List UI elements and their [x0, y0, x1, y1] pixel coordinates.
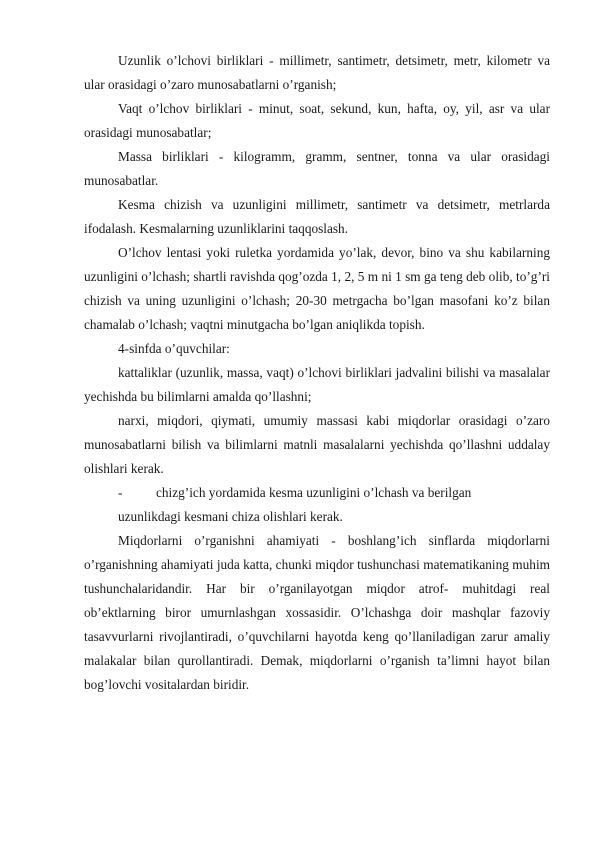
paragraph-segment-length: uzunlikdagi kesmani chiza olishlari kerak.: [118, 509, 343, 524]
paragraph-price-quantity: narxi, miqdori, qiymati, umumiy massasi kabi miqdorlar orasidagi o’zaro munosabatlarni bilish va bilimlarni matnli masalalarni yechishda qo’llashni uddalay olishlari kerak.: [84, 413, 550, 476]
paragraph-mass-units: Massa birliklari - kilogramm, gramm, sentner, tonna va ular orasidagi munosabatlar.: [84, 149, 550, 188]
dash-item-text: chizg’ich yordamida kesma uzunligini o’lchash va berilgan: [156, 485, 472, 500]
paragraph-grade4-heading: 4-sinfda o’quvchilar:: [118, 341, 230, 356]
paragraph-quantities-table: kattaliklar (uzunlik, massa, vaqt) o’lchovi birliklari jadvalini bilishi va masalalar yechishda bu bilimlarni amalda qo’llashni;: [84, 365, 550, 404]
paragraph-measuring-tape: O’lchov lentasi yoki ruletka yordamida yo’lak, devor, bino va shu kabilarning uzunligini o’lchash; shartli ravishda qog’ozda 1, 2, 5 m ni 1 sm ga teng deb olib, to’g’ri chizish va uning uzunligini o’lchash; 20-30 metrgacha bo’lgan masofani ko’z bilan chamalab o’lchash; vaqtni minutgacha bo’lgan aniqlikda topish.: [84, 245, 550, 332]
paragraph-time-units: Vaqt o’lchov birliklari - minut, soat, sekund, kun, hafta, oy, yil, asr va ular orasidagi munosabatlar;: [84, 101, 550, 140]
dash-marker: -: [118, 485, 123, 500]
paragraph-importance: Miqdorlarni o’rganishni ahamiyati - boshlang’ich sinflarda miqdorlarni o’rganishning ahamiyati juda katta, chunki miqdor tushunchasi matematikaning muhim tushunchalaridandir. Har bir o’rganilayotgan miqdor atrof- muhitdagi real ob’ektlarning biror umurnlashgan xossasidir. O’lchashga doir mashqlar fazoviy tasavvurlarni rivojlantiradi, o’quvchilarni hayotda keng qo’llaniladigan zarur amaliy malakalar bilan qurollantiradi. Demak, miqdorlarni o’rganish ta’limni hayot bilan bog’lovchi vositalardan biridir.: [84, 533, 550, 692]
document-body: [84, 49, 550, 697]
paragraph-length-units: Uzunlik o’lchovi birliklari - millimetr, santimetr, detsimetr, metr, kilometr va ular orasidagi o’zaro munosabatlarni o’rganish;: [84, 53, 550, 92]
paragraph-segment-drawing: Kesma chizish va uzunligini millimetr, santimetr va detsimetr, metrlarda ifodalash. Kesmalarning uzunliklarini taqqoslash.: [84, 197, 550, 236]
dash-list-item: [84, 481, 550, 505]
